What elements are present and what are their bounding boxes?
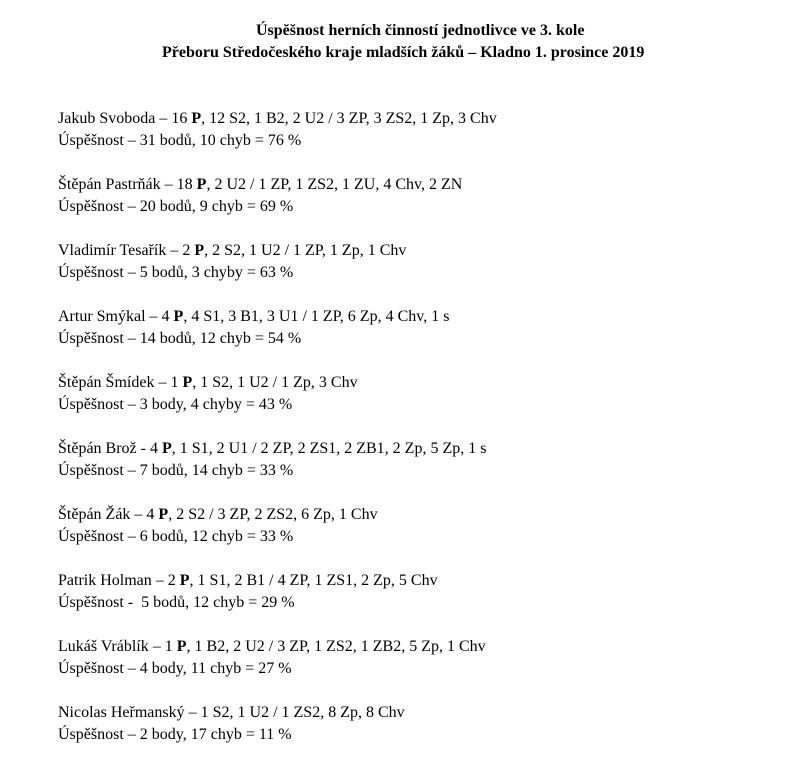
player-stats-rest: , 2 U2 / 1 ZP, 1 ZS2, 1 ZU, 4 Chv, 2 ZN <box>206 176 463 193</box>
player-entry <box>58 570 778 636</box>
player-stats-rest: , 1 S1, 2 U1 / 2 ZP, 2 ZS1, 2 ZB1, 2 Zp, 5 Zp, 1 s <box>171 440 487 457</box>
player-success: Úspěšnost – 7 bodů, 14 chyb = 33 % <box>58 462 294 479</box>
player-stats <box>58 240 778 262</box>
player-stats <box>58 174 778 196</box>
player-stats-rest: , 1 B2, 2 U2 / 3 ZP, 1 ZS2, 1 ZB2, 5 Zp, 1 Chv <box>186 638 486 655</box>
player-stats-prefix: Lukáš Vráblík – 1 <box>58 638 177 655</box>
player-stats <box>58 438 778 460</box>
player-success: Úspěšnost – 4 body, 11 chyb = 27 % <box>58 660 292 677</box>
player-stats-rest: , 1 S1, 2 B1 / 4 ZP, 1 ZS1, 2 Zp, 5 Chv <box>189 572 438 589</box>
player-entry <box>58 372 778 438</box>
player-list <box>58 108 778 768</box>
player-stats-bold: P <box>176 638 187 655</box>
player-stats <box>58 108 778 130</box>
player-stats-rest: , 1 S2, 1 U2 / 1 Zp, 3 Chv <box>192 374 358 391</box>
player-stats-prefix: Vladimír Tesařík – 2 <box>58 242 195 259</box>
player-entry <box>58 702 778 768</box>
player-success: Úspěšnost – 14 bodů, 12 chyb = 54 % <box>58 330 302 347</box>
player-entry <box>58 240 778 306</box>
player-stats-prefix: Štěpán Brož - 4 <box>58 440 162 457</box>
player-entry <box>58 306 778 372</box>
player-stats-bold: P <box>161 440 172 457</box>
document-title <box>0 20 796 64</box>
player-entry <box>58 174 778 240</box>
player-entry <box>58 504 778 570</box>
player-entry <box>58 636 778 702</box>
player-stats-prefix: Nicolas Heřmanský – 1 S2, 1 U2 / 1 ZS2, 8 Zp, 8 Chv <box>58 704 405 721</box>
title-line-2: Přeboru Středočeského kraje mladších žáků – Kladno 1. prosince 2019 <box>162 44 645 61</box>
player-stats <box>58 702 778 724</box>
player-stats-bold: P <box>196 176 207 193</box>
player-stats <box>58 636 778 658</box>
player-stats-bold: P <box>173 308 184 325</box>
player-stats-rest: , 2 S2 / 3 ZP, 2 ZS2, 6 Zp, 1 Chv <box>168 506 378 523</box>
player-stats <box>58 372 778 394</box>
player-stats-prefix: Artur Smýkal – 4 <box>58 308 174 325</box>
player-success: Úspěšnost – 20 bodů, 9 chyb = 69 % <box>58 198 294 215</box>
player-stats-bold: P <box>179 572 190 589</box>
player-entry <box>58 438 778 504</box>
player-stats-bold: P <box>191 110 202 127</box>
player-stats-prefix: Štěpán Šmídek – 1 <box>58 374 183 391</box>
player-stats-bold: P <box>194 242 205 259</box>
player-success: Úspěšnost – 6 bodů, 12 chyb = 33 % <box>58 528 294 545</box>
player-stats-rest: , 4 S1, 3 B1, 3 U1 / 1 ZP, 6 Zp, 4 Chv, 1 s <box>183 308 450 325</box>
player-success: Úspěšnost - 5 bodů, 12 chyb = 29 % <box>58 594 295 611</box>
player-stats <box>58 504 778 526</box>
player-success: Úspěšnost – 5 bodů, 3 chyby = 63 % <box>58 264 294 281</box>
player-stats-rest: , 2 S2, 1 U2 / 1 ZP, 1 Zp, 1 Chv <box>204 242 407 259</box>
player-success: Úspěšnost – 31 bodů, 10 chyb = 76 % <box>58 132 302 149</box>
title-line-1: Úspěšnost herních činností jednotlivce ve 3. kole <box>256 22 585 39</box>
player-entry <box>58 108 778 174</box>
player-stats-prefix: Štěpán Žák – 4 <box>58 506 159 523</box>
player-stats <box>58 570 778 592</box>
player-stats-prefix: Štěpán Pastrňák – 18 <box>58 176 197 193</box>
player-stats-prefix: Jakub Svoboda – 16 <box>58 110 192 127</box>
player-stats <box>58 306 778 328</box>
player-stats-rest: , 12 S2, 1 B2, 2 U2 / 3 ZP, 3 ZS2, 1 Zp, 3 Chv <box>201 110 497 127</box>
player-stats-bold: P <box>158 506 169 523</box>
player-stats-prefix: Patrik Holman – 2 <box>58 572 180 589</box>
player-stats-bold: P <box>182 374 193 391</box>
player-success: Úspěšnost – 3 body, 4 chyby = 43 % <box>58 396 293 413</box>
player-success: Úspěšnost – 2 body, 17 chyb = 11 % <box>58 726 292 743</box>
